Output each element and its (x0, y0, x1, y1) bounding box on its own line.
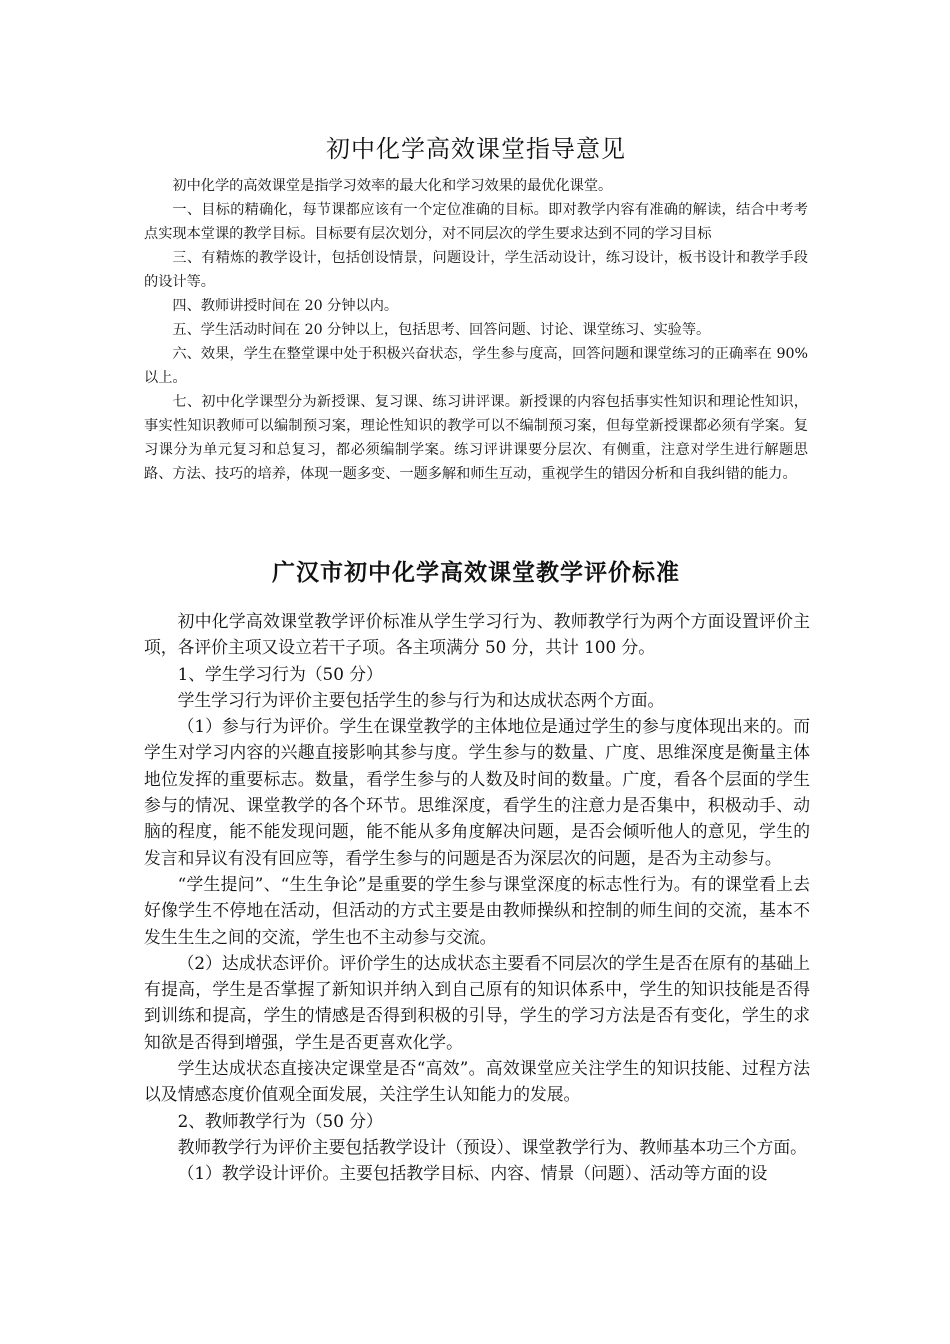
paragraph: 七、初中化学课型分为新授课、复习课、练习讲评课。新授课的内容包括事实性知识和理论性知识，事实性知识教师可以编制预习案，理论性知识的教学可以不编制预习案，但每堂新授课都必须有学案。复习课分为单元复习和总复习，都必须编制学案。练习评讲课要分层次、有侧重，注意对学生进行解题思路、方法、技巧的培养，体现一题多变、一题多解和师生互动，重视学生的错因分析和自我纠错的能力。 (144, 394, 808, 482)
paragraph: 一、目标的精确化，每节课都应该有一个定位准确的目标。即对教学内容有准确的解读，结合中考考点实现本堂课的教学目标。目标要有层次划分，对不同层次的学生要求达到不同的学习目标 (144, 202, 808, 242)
paragraph: （1）参与行为评价。学生在课堂教学的主体地位是通过学生的参与度体现出来的。而学生对学习内容的兴趣直接影响其参与度。学生参与的数量、广度、思维深度是衡量主体地位发挥的重要标志。数量，看学生参与的人数及时间的数量。广度，看各个层面的学生参与的情况、课堂教学的各个环节。思维深度，看学生的注意力是否集中，积极动手、动脑的程度，能不能发现问题，能不能从多角度解决问题，是否会倾听他人的意见，学生的发言和异议有没有回应等，看学生参与的问题是否为深层次的问题，是否为主动参与。 (144, 716, 810, 868)
section2-title: 广汉市初中化学高效课堂教学评价标准 (272, 559, 680, 586)
paragraph: （2）达成状态评价。评价学生的达成状态主要看不同层次的学生是否在原有的基础上有提高，学生是否掌握了新知识并纳入到自己原有的知识体系中，学生的知识技能是否得到训练和提高，学生的情感是否得到积极的引导，学生的学习方法是否有变化，学生的求知欲是否得到增强，学生是否更喜欢化学。 (144, 952, 810, 1052)
paragraph: 初中化学的高效课堂是指学习效率的最大化和学习效果的最优化课堂。 (172, 178, 613, 194)
paragraph: 四、教师讲授时间在 20 分钟以内。 (172, 298, 399, 314)
paragraph: 五、学生活动时间在 20 分钟以上，包括思考、回答问题、讨论、课堂练习、实验等。 (172, 322, 711, 338)
paragraph: 学生达成状态直接决定课堂是否“高效”。高效课堂应关注学生的知识技能、过程方法以及情感态度价值观全面发展，关注学生认知能力的发展。 (144, 1058, 810, 1105)
subheading: 2、教师教学行为（50 分） (177, 1110, 383, 1131)
paragraph: 六、效果，学生在整堂课中处于积极兴奋状态，学生参与度高，回答问题和课堂练习的正确率在 90%以上。 (144, 346, 808, 386)
paragraph: （1）教学设计评价。主要包括教学目标、内容、情景（问题）、活动等方面的设 (177, 1163, 768, 1184)
paragraph: 三、有精炼的教学设计，包括创设情景，问题设计，学生活动设计，练习设计，板书设计和教学手段的设计等。 (144, 250, 808, 290)
paragraph: 学生学习行为评价主要包括学生的参与行为和达成状态两个方面。 (177, 689, 665, 710)
section2-body (144, 608, 810, 1187)
paragraph: 教师教学行为评价主要包括教学设计（预设）、课堂教学行为、教师基本功三个方面。 (177, 1136, 807, 1157)
paragraph: 初中化学高效课堂教学评价标准从学生学习行为、教师教学行为两个方面设置评价主项，各评价主项又设立若干子项。各主项满分 50 分，共计 100 分。 (144, 611, 810, 658)
subheading: 1、学生学习行为（50 分） (177, 663, 383, 684)
paragraph: “学生提问”、“生生争论”是重要的学生参与课堂深度的标志性行为。有的课堂看上去好像学生不停地在活动，但活动的方式主要是由教师操纵和控制的师生间的交流，基本不发生生生之间的交流，学生也不主动参与交流。 (144, 873, 810, 947)
section1-body (144, 174, 808, 486)
section1-title: 初中化学高效课堂指导意见 (326, 135, 626, 163)
